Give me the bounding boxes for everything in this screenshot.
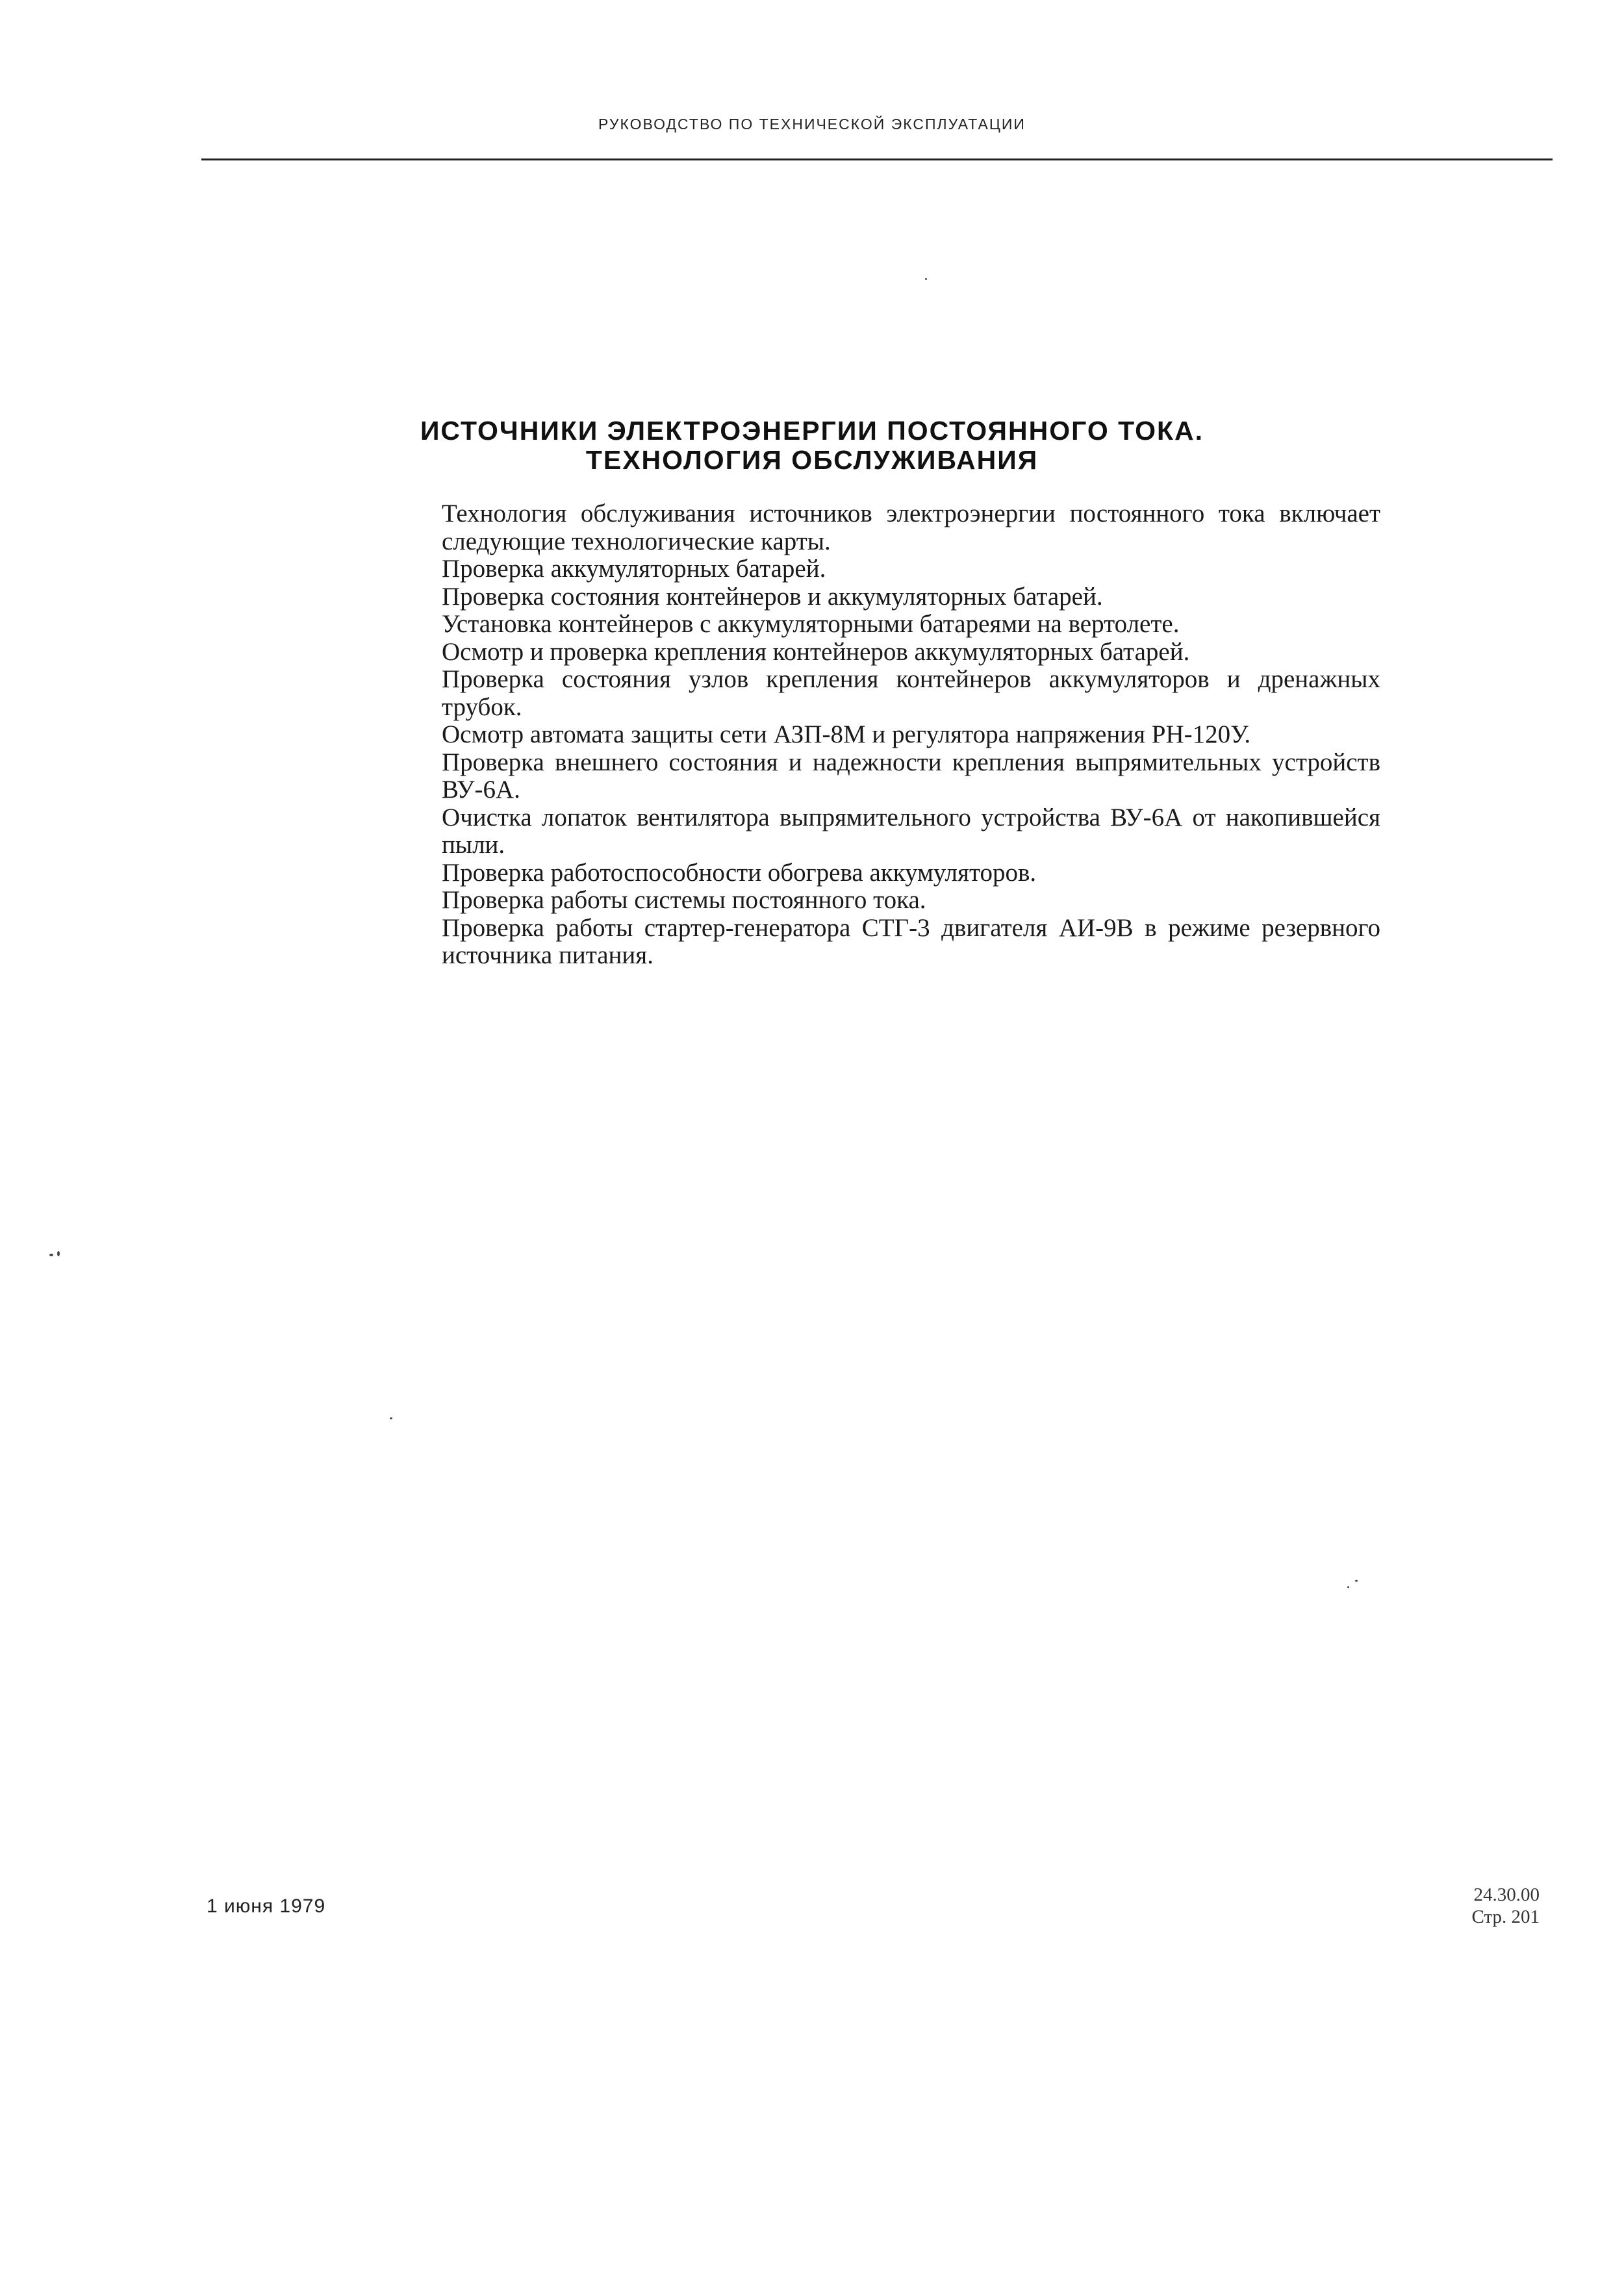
paragraph-intro: Технология обслуживания источников электроэнергии постоянного тока включает следующие технологические карты. (442, 500, 1380, 555)
paragraph-item: Проверка состояния узлов крепления контейнеров аккумуляторов и дренажных трубок. (442, 665, 1380, 721)
scan-speck (390, 1417, 392, 1419)
scan-speck (49, 1254, 53, 1256)
scan-speck (57, 1251, 60, 1256)
scan-speck (1355, 1580, 1358, 1582)
paragraph-item: Установка контейнеров с аккумуляторными батареями на вертолете. (442, 610, 1180, 638)
paragraph-item: Очистка лопаток вентилятора выпрямительного устройства ВУ-6А от накопившейся пыли. (442, 803, 1380, 859)
scan-speck (1347, 1586, 1349, 1588)
paragraph-item: Проверка внешнего состояния и надежности крепления выпрямительных устройств ВУ-6А. (442, 748, 1380, 804)
running-header: РУКОВОДСТВО ПО ТЕХНИЧЕСКОЙ ЭКСПЛУАТАЦИИ (598, 116, 1026, 133)
header-rule (201, 158, 1553, 160)
footer-reference (1472, 1884, 1540, 1928)
footer-date: 1 июня 1979 (207, 1895, 326, 1917)
paragraph-item: Проверка аккумуляторных батарей. (442, 555, 826, 583)
page-title-line1: ИСТОЧНИКИ ЭЛЕКТРОЭНЕРГИИ ПОСТОЯННОГО ТОКА. (420, 416, 1204, 446)
paragraph-item: Проверка работы системы постоянного тока. (442, 886, 926, 914)
page-title-line2: ТЕХНОЛОГИЯ ОБСЛУЖИВАНИЯ (585, 445, 1039, 475)
scan-speck (925, 278, 927, 280)
paragraph-item: Проверка работоспособности обогрева аккумуляторов. (442, 858, 1037, 887)
paragraph-item: Проверка состояния контейнеров и аккумуляторных батарей. (442, 582, 1103, 611)
paragraph-item: Проверка работы стартер-генератора СТГ-3 двигателя АИ-9В в режиме резервного источника питания. (442, 913, 1380, 969)
paragraph-item: Осмотр и проверка крепления контейнеров аккумуляторных батарей. (442, 637, 1190, 666)
section-code: 24.30.00 (1473, 1884, 1540, 1905)
page-number: Стр. 201 (1471, 1907, 1540, 1927)
paragraph-item: Осмотр автомата защиты сети АЗП-8М и регулятора напряжения РН-120У. (442, 720, 1251, 748)
body-text (442, 500, 1380, 970)
